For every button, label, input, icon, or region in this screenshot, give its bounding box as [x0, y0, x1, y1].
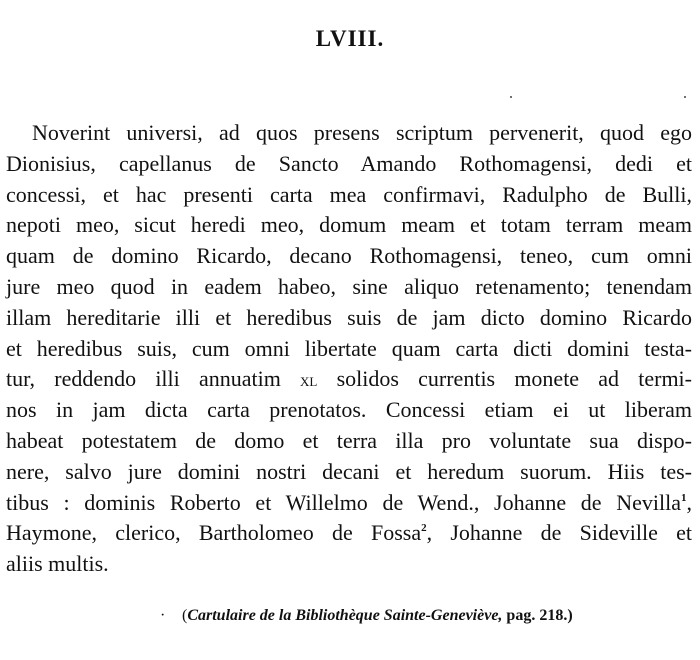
text-line: Noverint universi, ad quos presens scriptum pervenerit, quod ego: [32, 120, 692, 145]
stray-mark: ·: [160, 607, 166, 624]
text-segment: solidos currentis monete ad termi-: [317, 366, 692, 392]
text-segment: ,: [686, 489, 692, 515]
citation-page: pag. 218.): [502, 607, 573, 624]
text-line: [6, 518, 692, 549]
text-segment: tur, reddendo illi annuatim: [6, 366, 301, 392]
text-line: [6, 488, 692, 519]
text-segment: tibus : dominis Roberto et Willelmo de Wend., Johanne de Nevilla: [6, 489, 681, 515]
text-line: [6, 364, 692, 395]
source-citation: [160, 607, 573, 625]
text-line: nere, salvo jure domini nostri decani et heredum suorum. Hiis tes-: [6, 458, 692, 484]
text-line: quam de domino Ricardo, decano Rothomagensi, teneo, cum omni: [6, 243, 692, 269]
citation-open: (: [182, 607, 188, 624]
text-line: et heredibus suis, cum omni libertate quam carta dicti domini testa-: [6, 335, 692, 361]
text-line: illam hereditarie illi et heredibus suis de jam dicto domino Ricardo: [6, 304, 692, 330]
text-line: Dionisius, capellanus de Sancto Amando Rothomagensi, dedi et: [6, 150, 692, 176]
scan-speck: [684, 96, 686, 98]
roman-numeral-amount: xl: [300, 370, 318, 392]
text-segment: , Johanne de Sideville et: [426, 520, 692, 546]
footnote-marker: 2: [421, 522, 427, 535]
text-segment: Haymone, clerico, Bartholomeo de Fossa: [6, 520, 422, 546]
footnote-marker: 1: [681, 491, 687, 504]
charter-text: [6, 118, 692, 580]
text-line: habeat potestatem de domo et terra illa pro voluntate sua dispo-: [6, 427, 692, 453]
citation-source: Cartulaire de la Bibliothèque Sainte-Geneviève,: [187, 607, 503, 624]
text-line: aliis multis.: [6, 551, 109, 577]
scan-speck: [510, 96, 512, 98]
text-line: nos in jam dicta carta prenotatos. Concessi etiam ei ut liberam: [6, 397, 692, 423]
text-line: concessi, et hac presenti carta mea confirmavi, Radulpho de Bulli,: [6, 181, 692, 207]
text-line: jure meo quod in eadem habeo, sine aliquo retenamento; tenendam: [6, 273, 692, 299]
text-line: nepoti meo, sicut heredi meo, domum meam et totam terram meam: [6, 212, 692, 238]
charter-number-heading: LVIII.: [315, 26, 385, 51]
